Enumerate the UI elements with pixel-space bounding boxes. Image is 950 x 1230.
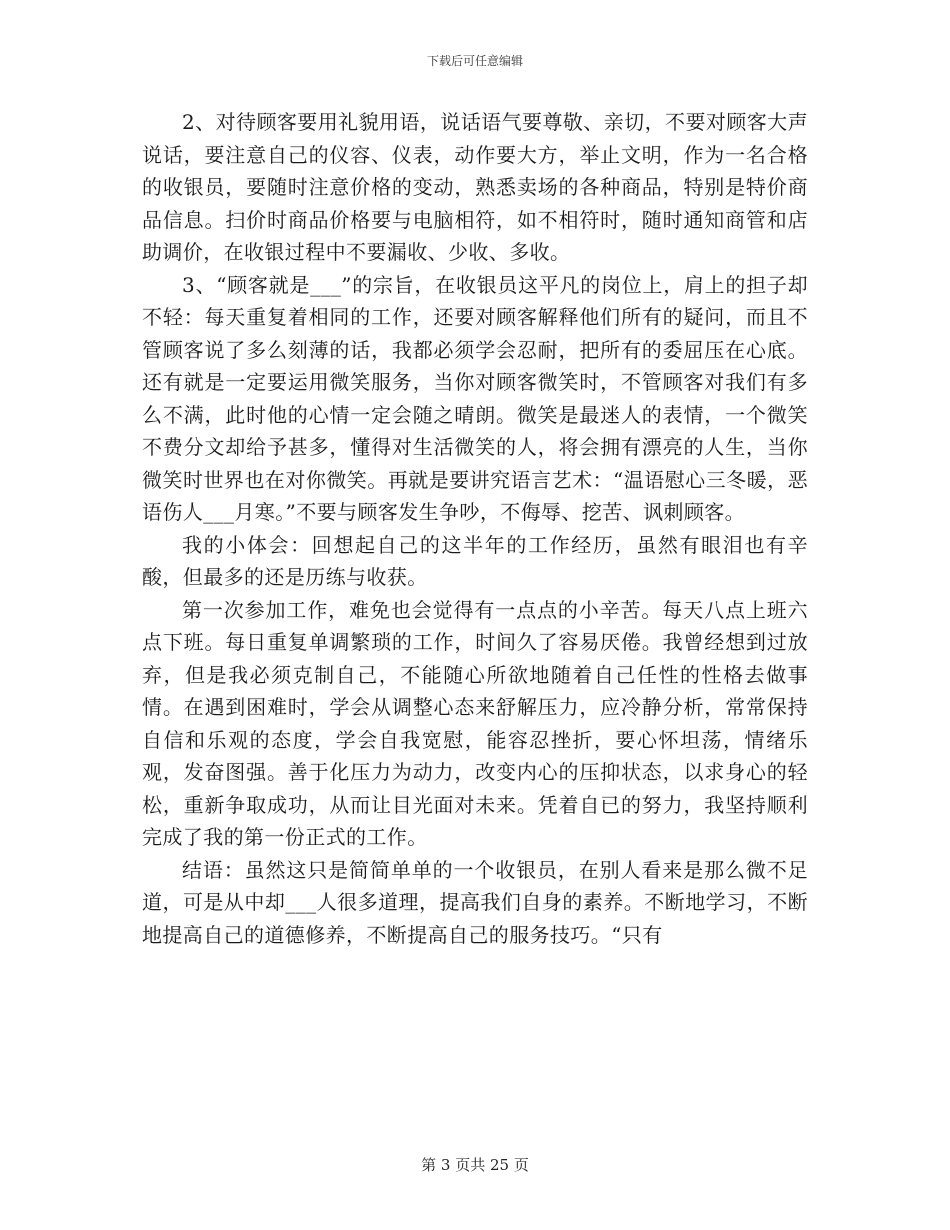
paragraph-personal-experience: 我的小体会：回想起自己的这半年的工作经历，虽然有眼泪也有辛酸，但最多的还是历练与收获。 (142, 532, 808, 589)
paragraph-first-job: 第一次参加工作，难免也会觉得有一点点的小辛苦。每天八点上班六点下班。每日重复单调繁琐的工作，时间久了容易厌倦。我曾经想到过放弃，但是我必须克制自己，不能随心所欲地随着自己任性的性格去做事情。在遇到困难时，学会从调整心态来舒解压力，应冷静分析，常常保持自信和乐观的态度，学会自我宽慰，能容忍挫折，要心怀坦荡，情绪乐观，发奋图强。善于化压力为动力，改变内心的压抑状态，以求身心的轻松，重新争取成功，从而让目光面对未来。凭着自已的努力，我坚持顺利完成了我的第一份正式的工作。 (142, 597, 808, 849)
paragraph-customer-first: 3、“顾客就是___”的宗旨，在收银员这平凡的岗位上，肩上的担子却不轻：每天重复着相同的工作，还要对顾客解释他们所有的疑问，而且不管顾客说了多么刻薄的话，我都必须学会忍耐，把所有的委屈压在心底。还有就是一定要运用微笑服务，当你对顾客微笑时，不管顾客对我们有多么不满，此时他的心情一定会随之晴朗。微笑是最迷人的表情，一个微笑不费分文却给予甚多，懂得对生活微笑的人，将会拥有漂亮的人生，当你微笑时世界也在对你微笑。再就是要讲究语言艺术：“温语慰心三冬暖，恶语伤人___月寒。”不要与顾客发生争吵，不侮辱、挖苦、讽刺顾客。 (142, 272, 808, 524)
paragraph-courtesy: 2、对待顾客要用礼貌用语，说话语气要尊敬、亲切，不要对顾客大声说话，要注意自己的仪容、仪表，动作要大方，举止文明，作为一名合格的收银员，要随时注意价格的变动，熟悉卖场的各种商品，特别是特价商品信息。扫价时商品价格要与电脑相符，如不相符时，随时通知商管和店助调价，在收银过程中不要漏收、少收、多收。 (142, 110, 808, 264)
document-body (142, 106, 808, 951)
paragraph-conclusion: 结语：虽然这只是简简单单的一个收银员，在别人看来是那么微不足道，可是从中却___人很多道理，提高我们自身的素养。不断地学习，不断地提高自己的道德修养，不断提高自己的服务技巧。“只有 (142, 857, 808, 947)
page-number-footer: 第 3 页共 25 页 (421, 1156, 529, 1174)
page-header: 下载后可任意编辑 (426, 54, 523, 68)
